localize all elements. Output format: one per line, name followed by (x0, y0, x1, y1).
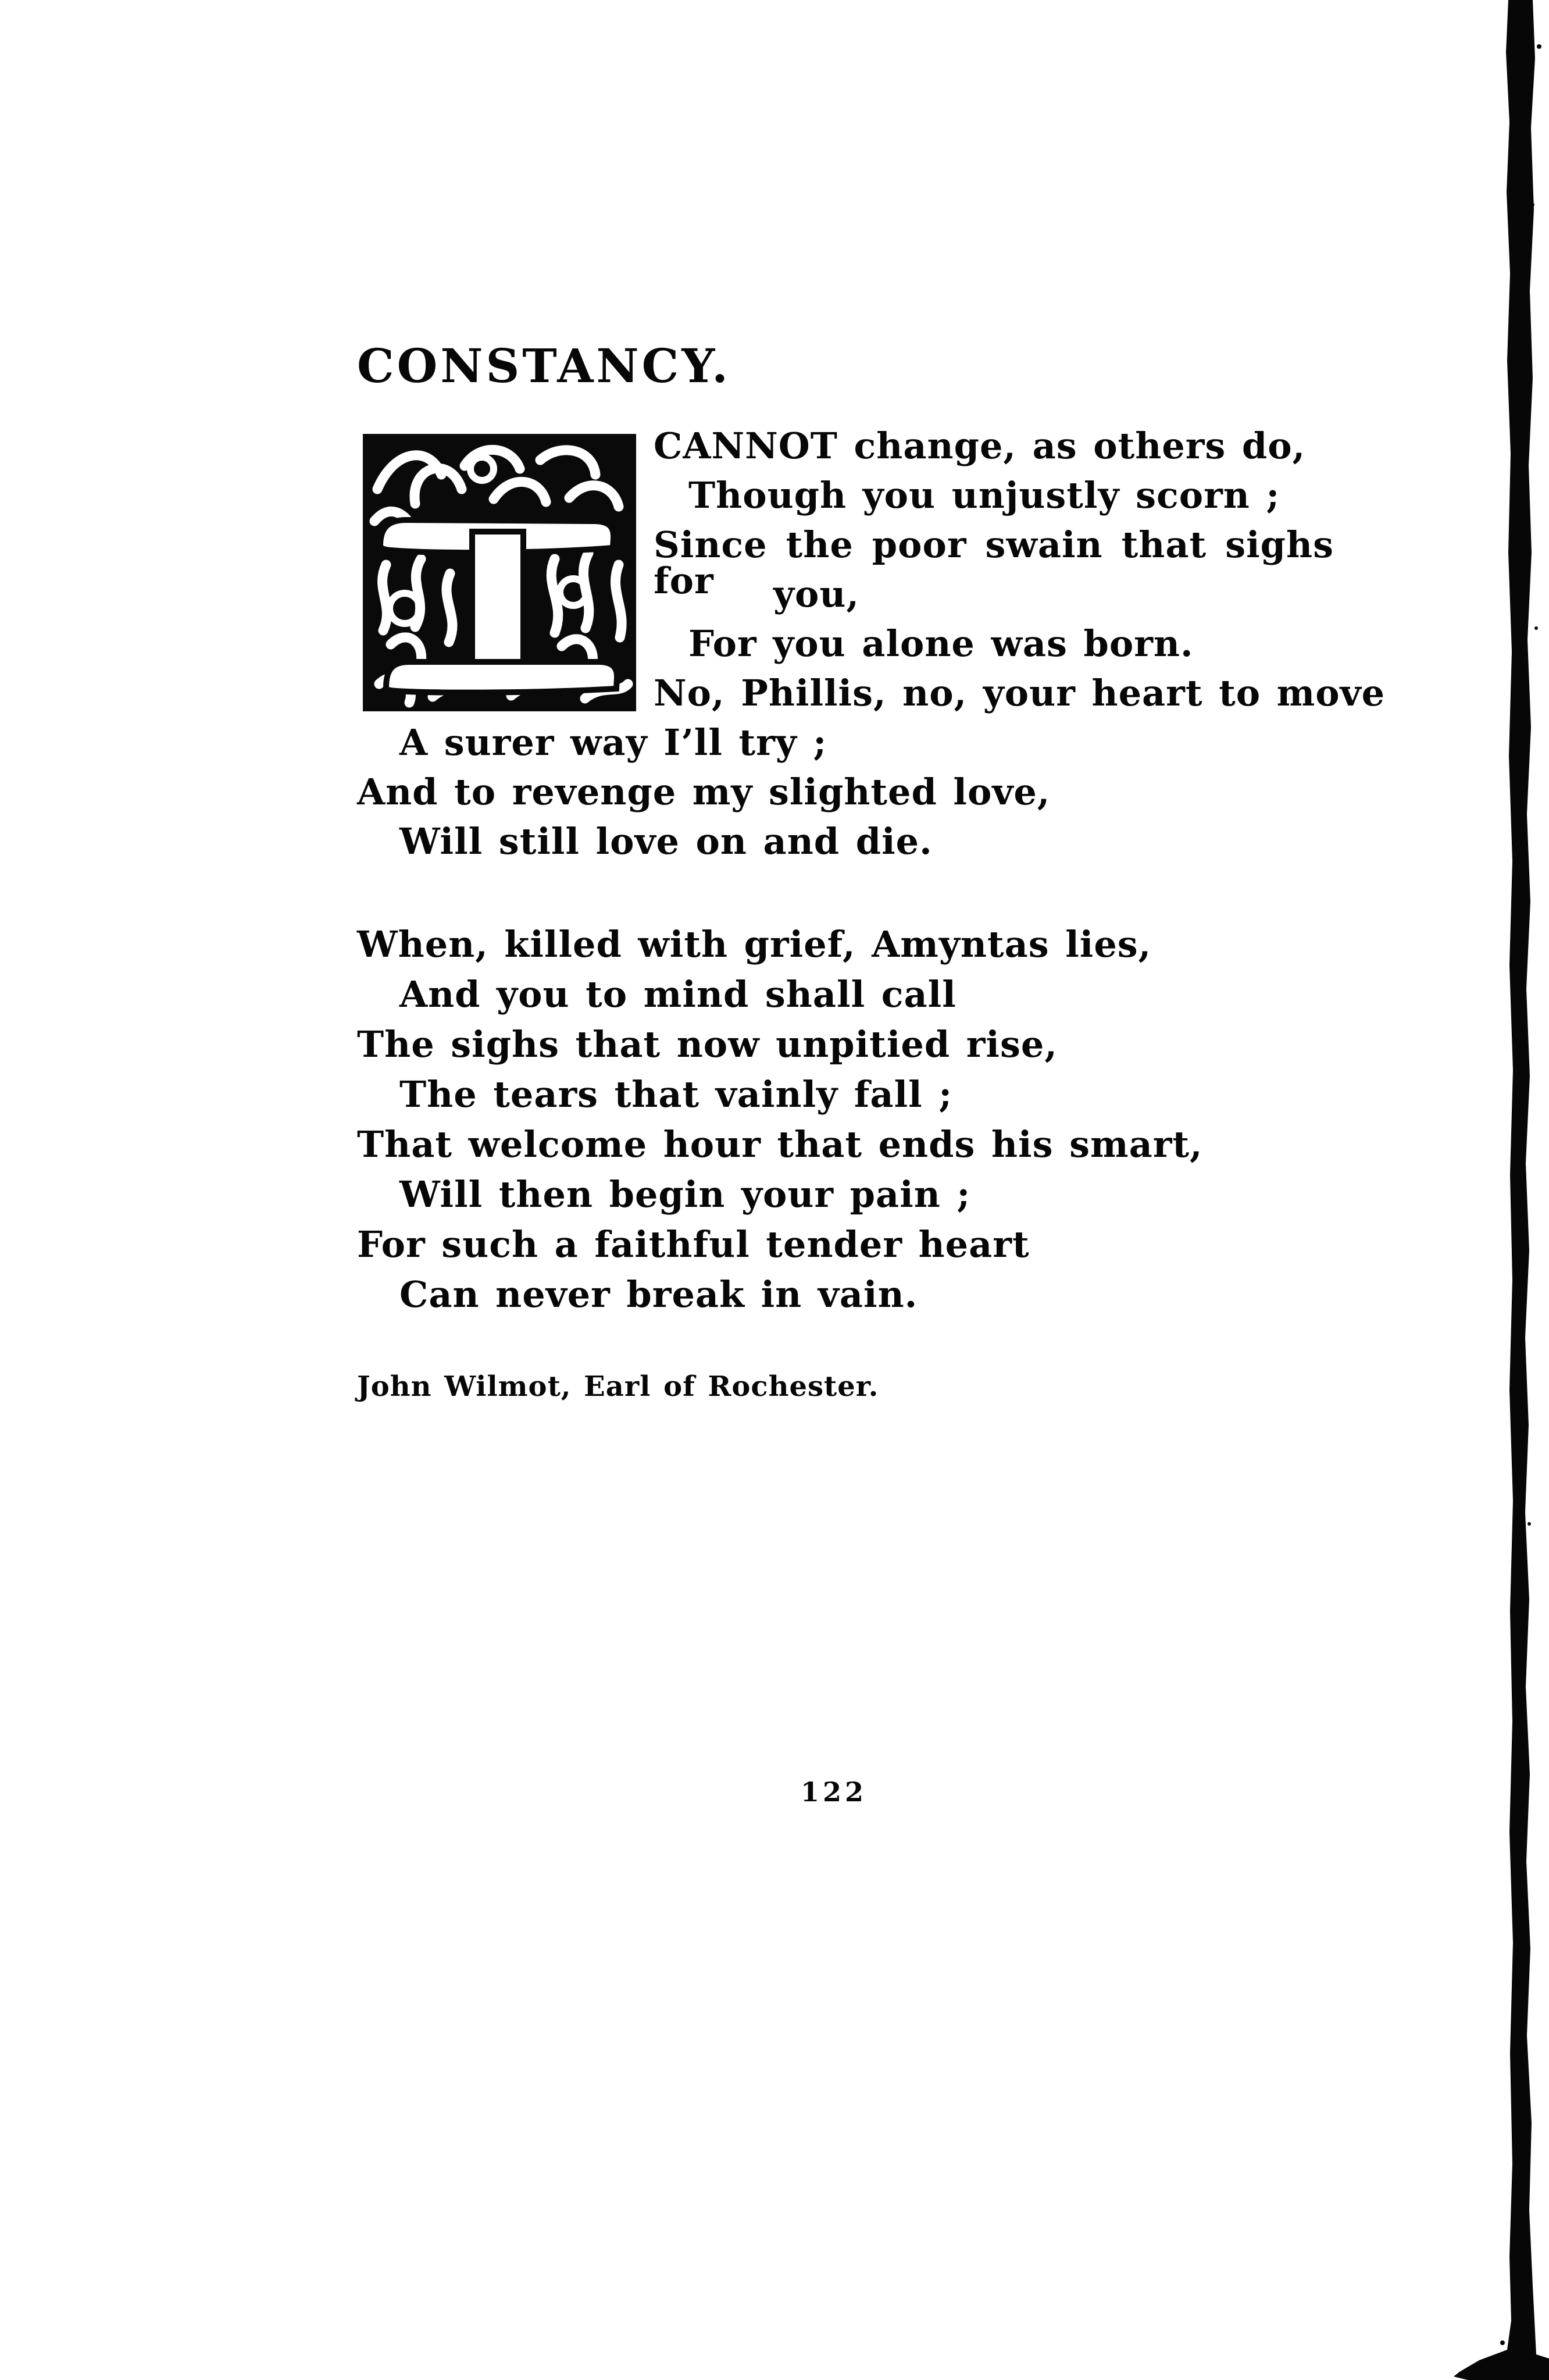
poem-line: Though you unjustly scorn ; (688, 474, 1280, 516)
poem-line: For you alone was born. (688, 622, 1194, 665)
woodcut-initial-icon (363, 434, 636, 711)
poem-line: Will then begin your pain ; (399, 1173, 971, 1216)
poem-line: For such a faithful tender heart (357, 1223, 1030, 1266)
binding-edge-shadow (1444, 0, 1549, 2380)
page-number: 122 (801, 1776, 868, 1808)
poem-line: CANNOT change, as others do, (654, 425, 1306, 467)
binding-edge-icon (1444, 0, 1549, 2380)
poem-line: Can never break in vain. (399, 1273, 918, 1316)
poem-line: And to revenge my slighted love, (357, 771, 1051, 813)
poem-line: Will still love on and die. (399, 820, 933, 863)
poem-line: you, (773, 573, 860, 615)
poem-line: A surer way I’ll try ; (399, 721, 827, 764)
poem-line: Since the poor swain that sighs for (654, 523, 1334, 602)
poem-line: The tears that vainly fall ; (399, 1073, 953, 1116)
page-title: CONSTANCY. (357, 339, 731, 393)
poem-line: No, Phillis, no, your heart to move (654, 672, 1386, 714)
poem-line: That welcome hour that ends his smart, (357, 1123, 1203, 1166)
drop-cap-initial-ornament (363, 434, 636, 711)
poem-line: When, killed with grief, Amyntas lies, (357, 923, 1152, 965)
author-attribution: John Wilmot, Earl of Rochester. (357, 1370, 879, 1403)
poem-line: The sighs that now unpitied rise, (357, 1023, 1058, 1066)
poem-line: And you to mind shall call (399, 973, 956, 1016)
